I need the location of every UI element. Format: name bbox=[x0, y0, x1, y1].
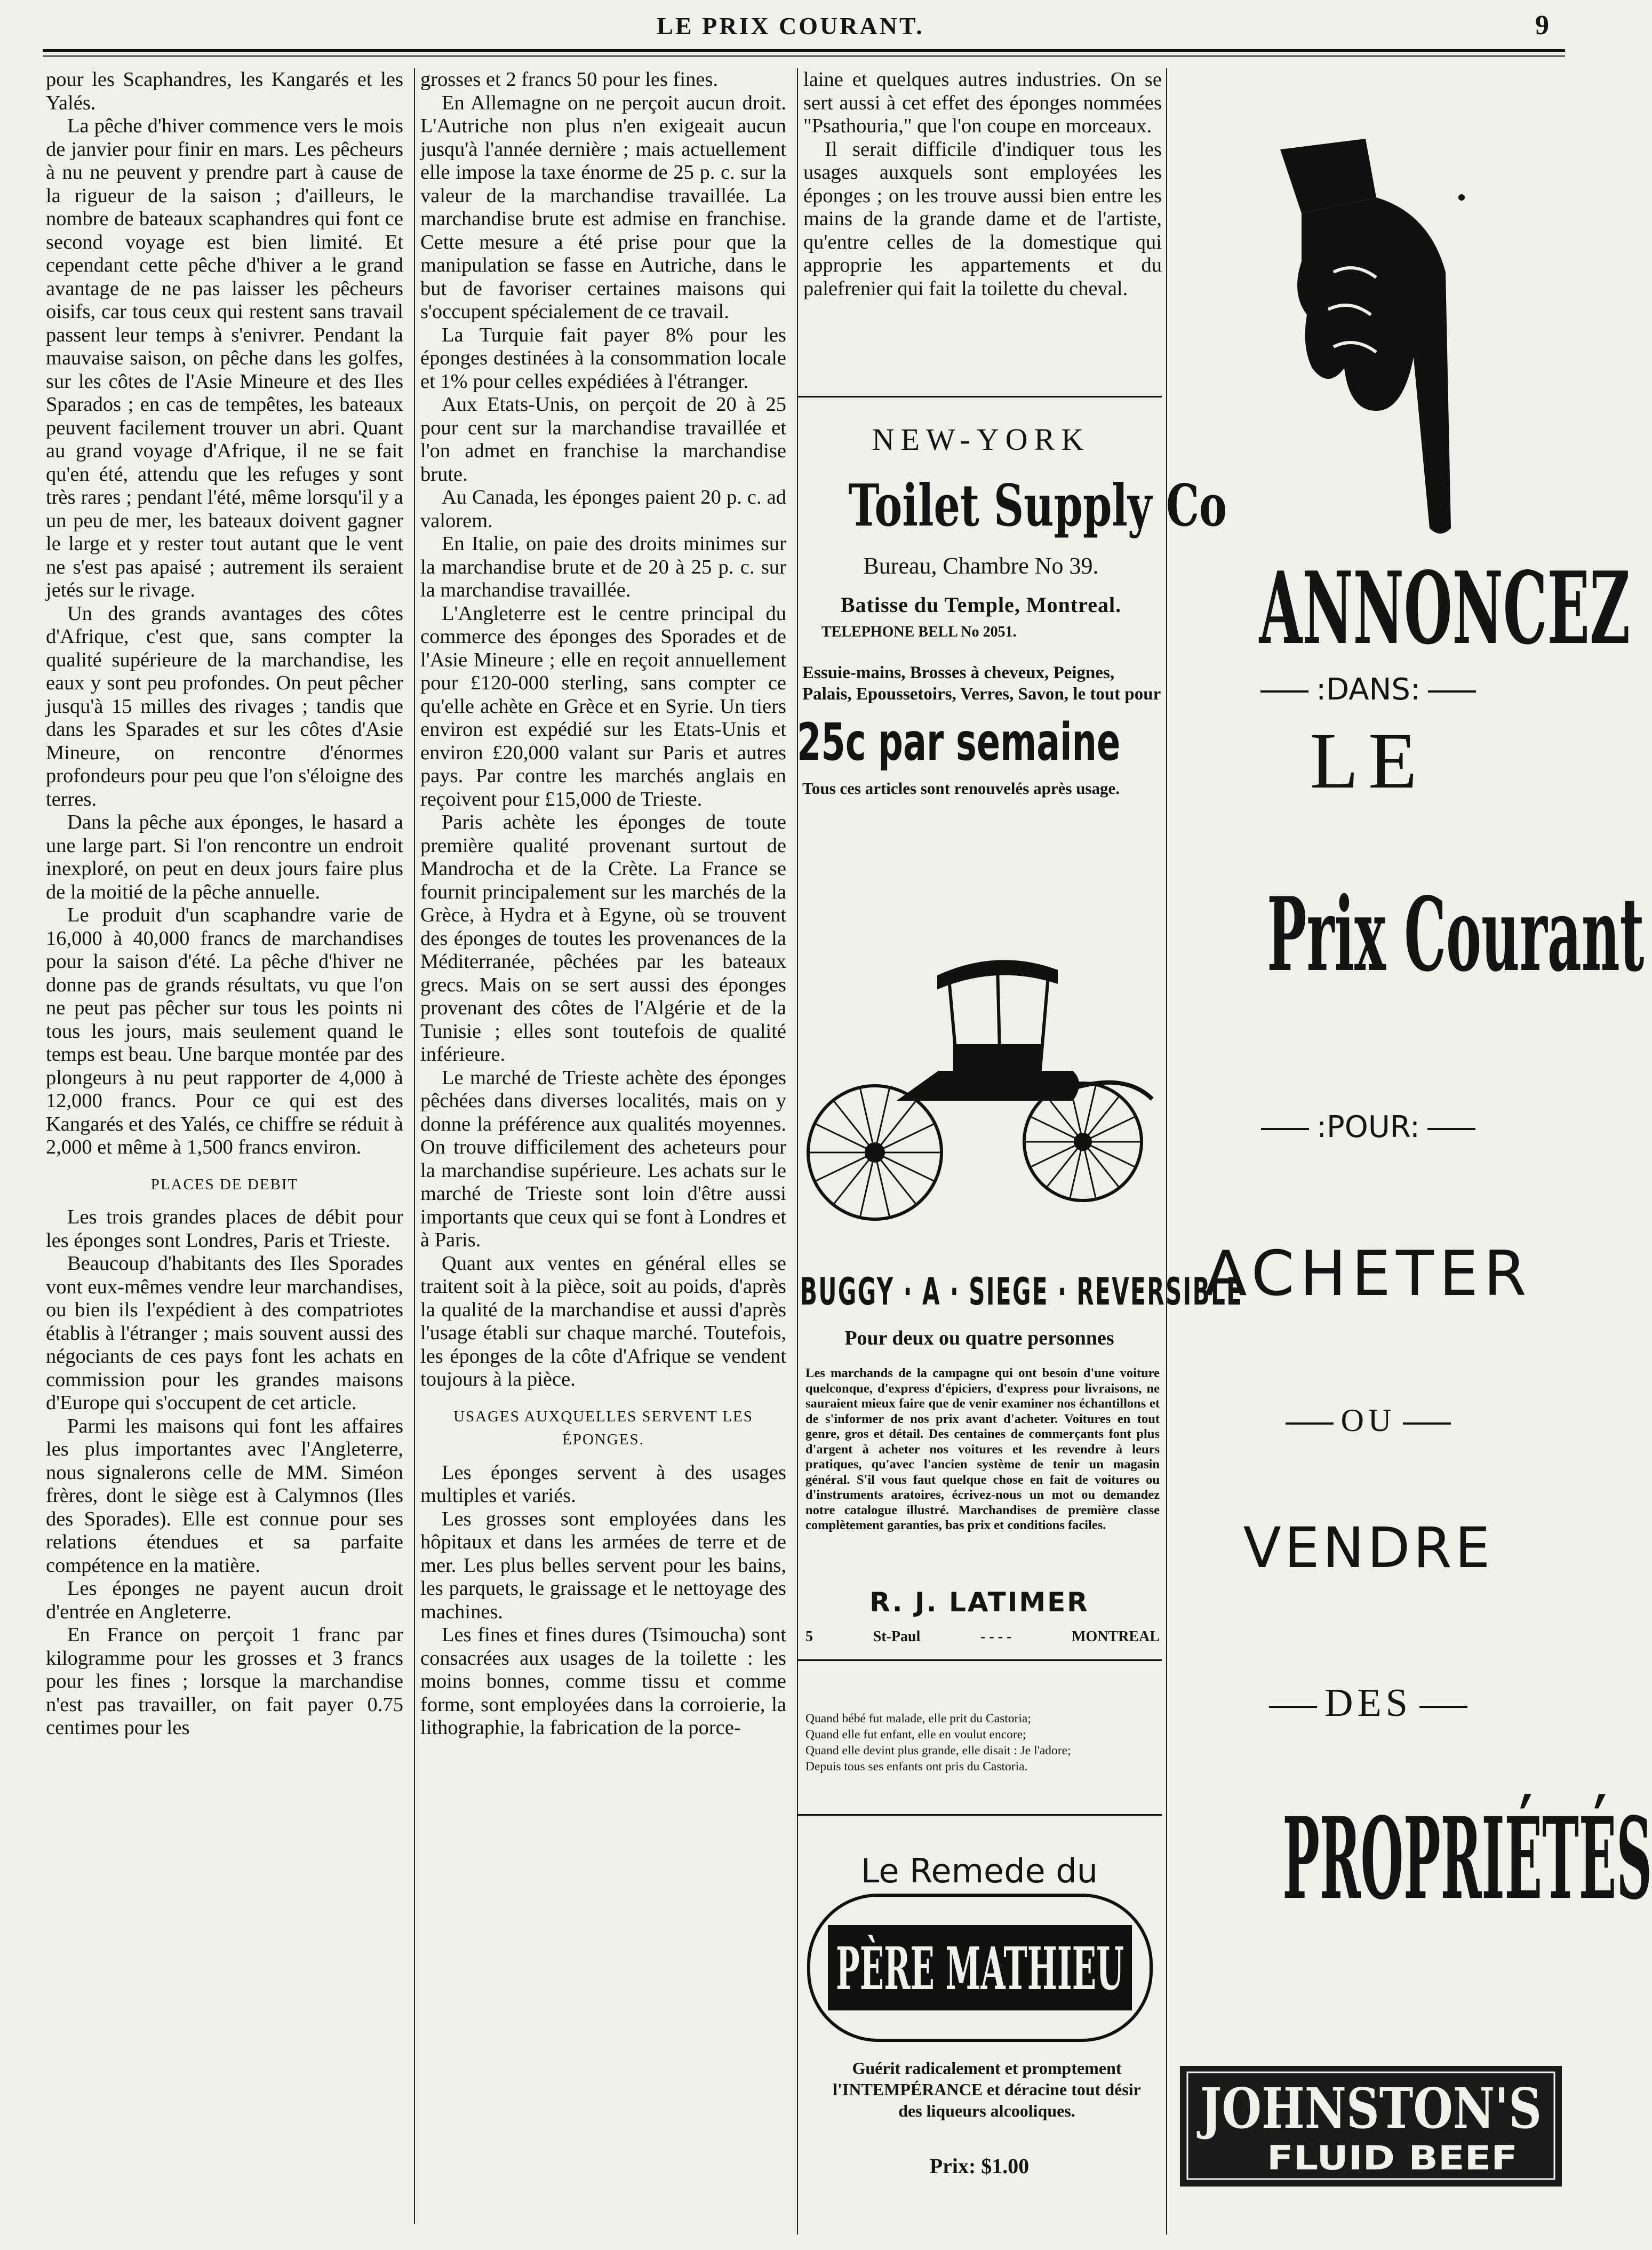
newspaper-title: LE PRIX COURANT. bbox=[657, 12, 924, 39]
ad-address: Batisse du Temple, Montreal. bbox=[840, 593, 1122, 617]
paragraph: En Allemagne on ne perçoit aucun droit. L'Autriche non plus n'en exigeait aucun jusqu'à l'année dernière ; mais actuellement elle impose la taxe énorme de 25 p. c. sur la valeur de la marchandise travaillée. La marchandise brute est admise en franchise. Cette mesure a été prise pour que la manipulation se fasse en Autriche, dans le but de favoriser certaines maisons qui s'occupent spécialement de ce travail. bbox=[420, 91, 786, 323]
paragraph: En Italie, on paie des droits minimes sur la marchandise brute et de 20 à 25 p. c. sur la marchandise travaillée. bbox=[420, 532, 786, 601]
paragraph: Un des grands avantages des côtes d'Afrique, c'est que, sans compter la qualité supérieure de la marchandise, les eaux y sont peu profondes. On peut pêcher jusqu'à 15 milles des rivages ; tandis que dans les Sparades et sur les côtes d'Asie Mineure, on rencontre d'énormes profondeurs pour peu que l'on s'éloigne des terres. bbox=[46, 602, 403, 810]
paragraph: Les trois grandes places de débit pour les éponges sont Londres, Paris et Trieste. bbox=[46, 1206, 403, 1252]
paragraph: Paris achète les éponges de toute première qualité provenant surtout de Mandrocha et de la Crète. La France se fournit principalement sur les marchés de la Grèce, à Hydra et à Egyne, où se trouvent des éponges de toutes les provenances de la Méditerranée, pêchées par les bateaux grecs. Mais on se sert aussi des éponges provenant des côtes de l'Algérie et de la Tunisie ; elles sont toutefois de qualité inférieure. bbox=[420, 811, 786, 1066]
ad-le: LE bbox=[1310, 717, 1427, 805]
paragraph: Dans la pêche aux éponges, le hasard a une large part. Si l'on rencontre un endroit inexploré, on peut en deux jours faire plus de la moitié de la pêche annuelle. bbox=[46, 811, 403, 903]
verse-line: Quand elle fut enfant, elle en voulut encore; bbox=[805, 1728, 1026, 1742]
column-rule bbox=[1166, 68, 1167, 2235]
remede-line: l'INTEMPÉRANCE et déracine tout désir bbox=[833, 2080, 1141, 2099]
address-street: St-Paul bbox=[873, 1628, 921, 1645]
ad-divider bbox=[797, 1659, 1162, 1661]
verse-line: Depuis tous ses enfants ont pris du Castoria. bbox=[805, 1760, 1028, 1774]
ad-dans-row bbox=[1174, 672, 1563, 707]
ad-remede-price: Prix: $1.00 bbox=[929, 2154, 1029, 2178]
paragraph: La pêche d'hiver commence vers le mois de janvier pour finir en mars. Les pêcheurs à nu ne peuvent y prendre part à cause de la rigueur de la saison ; d'ailleurs, le nombre de bateaux scaphandres qui font ce second voyage est bien limité. Et cependant cette pêche d'hiver a le grand avantage de ne pas laisser les pêcheurs oisifs, car tous ceux qui restent sans travail passent leur temps à s'enivrer. Pendant la mauvaise saison, on pêche dans les golfes, sur les côtes de l'Asie Mineure et des Iles Sparados ; en cas de tempêtes, les bateaux peuvent facilement trouver un abri. Quant au grand voyage d'Afrique, il ne se fait qu'en été, attendu que les refuges y sont très rares ; pendant l'été, même lorsqu'il y a un peu de mer, les bateaux doivent gagner le large et y rester tout autant que le vent ne s'est pas apaisé ; autrement ils seraient jetés sur le rivage. bbox=[46, 115, 403, 601]
dash-rule bbox=[1261, 1128, 1309, 1130]
paragraph: Les grosses sont employées dans les hôpitaux et dans les armées de terre et de mer. Les plus belles servent pour les bains, les parquets, le graissage et le nettoyage des machines. bbox=[420, 1507, 786, 1623]
ad-pour: :POUR: bbox=[1316, 1110, 1420, 1144]
ad-city: NEW-YORK bbox=[872, 422, 1090, 457]
wheel-spoke bbox=[1083, 1117, 1134, 1142]
wheel-spoke bbox=[1083, 1142, 1134, 1166]
pointing-hand-icon bbox=[1270, 133, 1494, 539]
address-dots: - - - - bbox=[980, 1628, 1012, 1645]
dash-rule bbox=[1269, 1706, 1317, 1708]
header-rule-thin bbox=[43, 55, 1565, 57]
ad-items: Essuie-mains, Brosses à cheveux, Peignes, Palais, Epoussetoirs, Verres, Savon, le tout pour bbox=[802, 663, 1161, 704]
ad-pour-row bbox=[1174, 1110, 1563, 1144]
ad-buggy-title: BUGGY · A · SIEGE · REVERSIBLE bbox=[800, 1270, 1243, 1314]
paragraph: Les fines et fines dures (Tsimoucha) sont consacrées aux usages de la toilette : les moins bonnes, comme tissu et comme forme, sont employées dans la corroierie, la lithographie, la fabrication de la porce- bbox=[420, 1624, 786, 1739]
paragraph: L'Angleterre est le centre principal du commerce des éponges des Sporades et de l'Asie Mineure ; elle en reçoit annuellement pour £120-000 sterling, sans compter ce qu'elle achète en Grèce et en Syrie. Un tiers environ est expédié sur les Etats-Unis et environ £20,000 valant sur Paris et autres pays. Par contre les marchés anglais en reçoivent pour £15,000 de Trieste. bbox=[420, 602, 786, 810]
paragraph: Beaucoup d'habitants des Iles Sporades vont eux-mêmes vendre leur marchandises, ou bien ils l'expédient à des compatriotes établis à l'étranger ; mais souvent aussi des négociants de ces pays font les achats en commission pour les grandes maisons d'Europe qui s'occupent de cet article. bbox=[46, 1252, 403, 1414]
dash-rule bbox=[1428, 690, 1476, 693]
address-city: MONTREAL bbox=[1072, 1628, 1160, 1645]
article-column-3 bbox=[797, 68, 1162, 394]
remede-brand-text: PÈRE MATHIEU bbox=[836, 1934, 1124, 2003]
article-column-1 bbox=[46, 68, 409, 2224]
ad-bureau: Bureau, Chambre No 39. bbox=[863, 553, 1099, 579]
ad-buggy-text: Les marchands de la campagne qui ont besoin d'une voiture quelconque, d'express d'épiciers, d'express pour livraisons, ne sauraient mieux faire que de venir examiner nos échantillons et de s'informer de nos prix avant d'acheter. Voitures en tout genre, gros et détail. Des centaines de commerçants font plus d'argent à acheter nos voitures et les revendre à leurs pratiques, qu'avec l'ancien système de tenir un magasin général. S'il vous faut quelque chose en fait de voitures ou d'instruments aratoires, écrivez-nous un mot ou demandez notre catalogue illustré. Marchandises de première classe complètement garanties, bas prix et conditions faciles. bbox=[805, 1366, 1160, 1532]
dash-rule bbox=[1260, 690, 1308, 693]
paragraph: Le produit d'un scaphandre varie de 16,000 à 40,000 francs de marchandises pour la saison d'été. La pêche d'hiver ne donne pas de grands résultats, vu que l'on ne peut pas pêcher sur tous les points ni tous les jours, mais seulement quand le temps est beau. Une barque montée par des plongeurs à nu peut rapporter de 4,000 à 12,000 francs. Pour ce qui est des Kangarés et des Yalés, ce chiffre se réduit à 2,000 et même à 1,500 francs environ. bbox=[46, 904, 403, 1158]
paragraph: laine et quelques autres industries. On se sert aussi à cet effet des éponges nommées "Psathouria," que l'on coupe en morceaux. bbox=[803, 68, 1162, 137]
paragraph: Le marché de Trieste achète des éponges pêchées dans diverses localités, mais on y donne la préférence aux qualités moyennes. On trouve difficilement des acheteurs pour la marchandise supérieure. Les achats sur le marché de Trieste sont loin d'être aussi importants que ceux qui se font à Londres et à Paris. bbox=[420, 1066, 786, 1251]
paragraph: pour les Scaphandres, les Kangarés et les Yalés. bbox=[46, 68, 403, 114]
verse-line: Quand elle devint plus grande, elle disait : Je l'adore; bbox=[805, 1744, 1071, 1758]
ad-company-name: Toilet Supply Co bbox=[848, 472, 1227, 539]
remede-brand-banner bbox=[807, 1893, 1153, 2042]
wheel-spoke bbox=[816, 1124, 875, 1152]
page-number: 9 bbox=[1535, 10, 1549, 41]
ad-price: 25c par semaine bbox=[797, 712, 1121, 772]
ad-remede-title: Le Remede du bbox=[860, 1851, 1098, 1890]
ad-acheter: ACHETER bbox=[1204, 1238, 1532, 1310]
paragraph: Les éponges servent à des usages multiples et variés. bbox=[420, 1461, 786, 1507]
remede-line: Guérit radicalement et promptement bbox=[852, 2058, 1122, 2078]
johnstons-fluid-beef-logo bbox=[1179, 2065, 1563, 2188]
wheel-spoke bbox=[875, 1152, 933, 1181]
paragraph: Les éponges ne payent aucun droit d'entrée en Angleterre. bbox=[46, 1577, 403, 1623]
paragraph: grosses et 2 francs 50 pour les fines. bbox=[420, 68, 719, 91]
paragraph: Aux Etats-Unis, on perçoit de 20 à 25 pour cent sur la marchandise travaillée et l'on admet en franchise la marchandise brute. bbox=[420, 393, 786, 486]
header-rule bbox=[43, 49, 1565, 52]
verse-line: Quand bébé fut malade, elle prit du Castoria; bbox=[805, 1712, 1031, 1726]
ad-buggy-subtitle: Pour deux ou quatre personnes bbox=[844, 1327, 1114, 1349]
ad-annoncez: ANNONCEZ bbox=[1259, 550, 1631, 666]
article-column-2 bbox=[414, 68, 792, 2224]
remede-line: des liqueurs alcooliques. bbox=[898, 2101, 1075, 2120]
ad-ou: OU bbox=[1340, 1403, 1396, 1438]
address-number: 5 bbox=[805, 1628, 813, 1645]
ad-telephone: TELEPHONE BELL No 2051. bbox=[821, 624, 1017, 640]
fluid-beef-logo-text: FLUID BEEF bbox=[1267, 2138, 1518, 2177]
paragraph: Parmi les maisons qui font les affaires les plus importantes avec l'Angleterre, nous signalerons celle de MM. Siméon frères, dont le siège est à Calymnos (Iles des Sporades). Elle est connue pour ses relations étendues et sa parfaite compétence en la matière. bbox=[46, 1414, 403, 1577]
ad-divider bbox=[797, 1814, 1162, 1816]
paragraph: Au Canada, les éponges paient 20 p. c. ad valorem. bbox=[420, 486, 786, 532]
column-rule bbox=[797, 68, 798, 2235]
ad-prix-courant: Prix Courant bbox=[1267, 875, 1645, 994]
ad-ou-row bbox=[1174, 1402, 1563, 1439]
dash-rule bbox=[1286, 1422, 1334, 1425]
ad-des: DES bbox=[1324, 1681, 1412, 1725]
dash-rule bbox=[1403, 1422, 1451, 1425]
ad-des-row bbox=[1174, 1681, 1563, 1726]
ad-seller-address bbox=[805, 1628, 1160, 1645]
section-heading: PLACES DE DEBIT bbox=[150, 1175, 299, 1193]
ad-proprietes: PROPRIÉTÉS bbox=[1282, 1793, 1652, 1925]
wheel-spoke bbox=[1032, 1142, 1083, 1166]
buggy-illustration bbox=[805, 939, 1158, 1238]
johnstons-logo-text: JOHNSTON'S bbox=[1196, 2076, 1542, 2141]
ad-remede-text bbox=[816, 2057, 1158, 2121]
wheel-spoke bbox=[875, 1124, 933, 1152]
ad-dans: :DANS: bbox=[1316, 672, 1420, 707]
wheel-spoke bbox=[1032, 1117, 1083, 1142]
dash-rule bbox=[1419, 1706, 1467, 1708]
paragraph: En France on perçoit 1 franc par kilogramme pour les grosses et 3 francs pour les fines ; lorsque la marchandise n'est pas travailler, on fait payer 0.75 centimes pour les bbox=[46, 1624, 403, 1739]
dash-rule bbox=[1427, 1128, 1475, 1130]
castoria-verse bbox=[805, 1711, 1160, 1775]
ad-note: Tous ces articles sont renouvelés après usage. bbox=[802, 779, 1120, 798]
ad-vendre: VENDRE bbox=[1243, 1515, 1494, 1580]
paragraph: La Turquie fait payer 8% pour les éponges destinées à la consommation locale et 1% pour celles expédiées à l'étranger. bbox=[420, 323, 786, 393]
paragraph: Il serait difficile d'indiquer tous les usages auxquels sont employées les éponges ; on les trouve aussi bien entre les mains de la grande dame et de l'artiste, qu'entre celles de la domestique qui approprie les appartements et du palefrenier qui fait la toilette du cheval. bbox=[803, 138, 1162, 300]
page-header bbox=[0, 0, 1581, 63]
paragraph: Quant aux ventes en général elles se traitent soit à la pièce, soit au poids, d'après la qualité de la marchandise et aussi d'après l'usage établi sur chaque marché. Toutefois, les éponges de la côte d'Afrique se vendent toujours à la pièce. bbox=[420, 1252, 786, 1390]
wheel-spoke bbox=[816, 1152, 875, 1181]
section-heading: USAGES AUXQUELLES SERVENT LES ÉPONGES. bbox=[453, 1408, 753, 1448]
ad-seller: R. J. LATIMER bbox=[869, 1587, 1089, 1618]
